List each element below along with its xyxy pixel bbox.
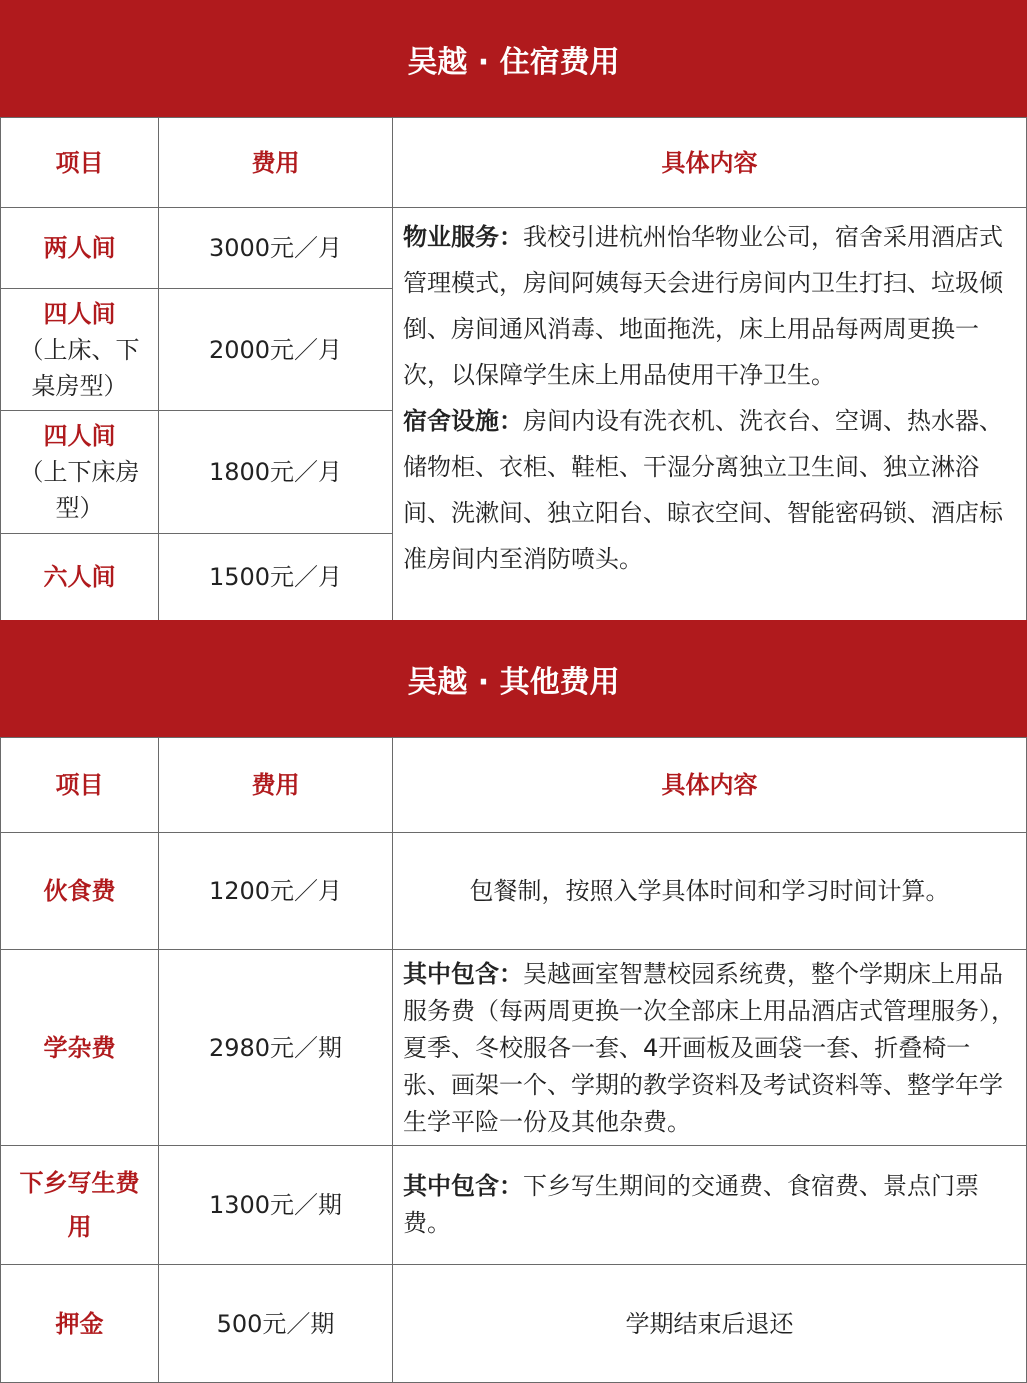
room-fee-cell [158,288,393,411]
fee-detail-text: 学期结束后退还 [625,1309,794,1338]
dorm-facilities-text: 房间内设有洗衣机、洗衣台、空调、热水器、储物柜、衣柜、鞋柜、干湿分离独立卫生间、独立淋浴间、洗漱间、独立阳台、晾衣空间、智能密码锁、酒店标准房间内至消防喷头。 [403,407,1003,573]
room-type-cell [0,410,159,534]
fee-amount: 500元／期 [216,1309,335,1338]
room-type-detail: （上下床房型） [19,458,140,522]
section-banner-other-fees [0,620,1027,737]
room-type-name: 四人间 [43,422,116,450]
fee-detail-cell [392,832,1027,950]
fee-amount-cell [158,1264,393,1383]
section-title: 吴越 · 其他费用 [407,664,620,700]
section-banner-accommodation [0,0,1027,117]
accommodation-details-cell [392,207,1027,621]
fee-detail-text: 下乡写生期间的交通费、食宿费、景点门票费。 [403,1172,979,1237]
fee-amount: 1200元／月 [208,877,343,905]
fee-item-cell [0,1145,159,1265]
fee-amount-cell [158,1145,393,1265]
room-type-cell [0,533,159,621]
fee-detail-cell [392,949,1027,1146]
room-fee: 1500元／月 [208,563,343,591]
fee-item-cell [0,832,159,950]
fee-detail-label: 其中包含： [403,1172,523,1200]
property-service-label: 物业服务： [403,223,523,251]
room-fee: 3000元／月 [208,234,343,262]
fee-item-name: 押金 [55,1309,104,1338]
room-type-cell [0,288,159,411]
room-type-name: 六人间 [43,563,116,591]
property-service-paragraph [403,214,1016,398]
header-item: 项目 [0,737,159,833]
fee-amount-cell [158,949,393,1146]
fee-item-cell [0,1264,159,1383]
fee-detail-paragraph [403,1168,1016,1242]
room-type-name: 两人间 [43,234,116,262]
room-fee: 1800元／月 [208,458,343,486]
header-fee: 费用 [158,737,393,833]
fee-item-name: 伙食费 [43,877,116,905]
fee-detail-paragraph [403,956,1016,1141]
fee-detail-text: 包餐制，按照入学具体时间和学习时间计算。 [469,877,950,905]
fee-detail-cell [392,1145,1027,1265]
dorm-facilities-paragraph [403,398,1016,582]
fee-item-name: 下乡写生费用 [19,1169,140,1241]
room-type-cell [0,207,159,289]
room-type-detail: （上床、下桌房型） [19,335,140,400]
fee-amount-cell [158,832,393,950]
dorm-facilities-label: 宿舍设施： [403,407,523,435]
header-content: 具体内容 [392,117,1027,208]
room-fee: 2000元／月 [208,335,343,364]
fee-detail-label: 其中包含： [403,960,523,988]
room-fee-cell [158,410,393,534]
property-service-text: 我校引进杭州怡华物业公司，宿舍采用酒店式管理模式，房间阿姨每天会进行房间内卫生打扫、垃圾倾倒、房间通风消毒、地面拖洗，床上用品每两周更换一次，以保障学生床上用品使用干净卫生。 [403,223,1003,389]
fee-item-name: 学杂费 [43,1033,116,1062]
fee-item-cell [0,949,159,1146]
fee-detail-text: 吴越画室智慧校园系统费，整个学期床上用品服务费（每两周更换一次全部床上用品酒店式管理服务），夏季、冬校服各一套、4开画板及画袋一套、折叠椅一张、画架一个、学期的教学资料及考试资料等、整学年学生学平险一份及其他杂费。 [403,960,1015,1136]
header-item: 项目 [0,117,159,208]
fee-amount: 1300元／期 [208,1191,343,1219]
header-fee: 费用 [158,117,393,208]
room-fee-cell [158,533,393,621]
room-type-name: 四人间 [43,299,116,328]
fee-detail-cell [392,1264,1027,1383]
room-fee-cell [158,207,393,289]
fee-amount: 2980元／期 [208,1033,343,1062]
header-content: 具体内容 [392,737,1027,833]
section-title: 吴越 · 住宿费用 [407,44,620,80]
